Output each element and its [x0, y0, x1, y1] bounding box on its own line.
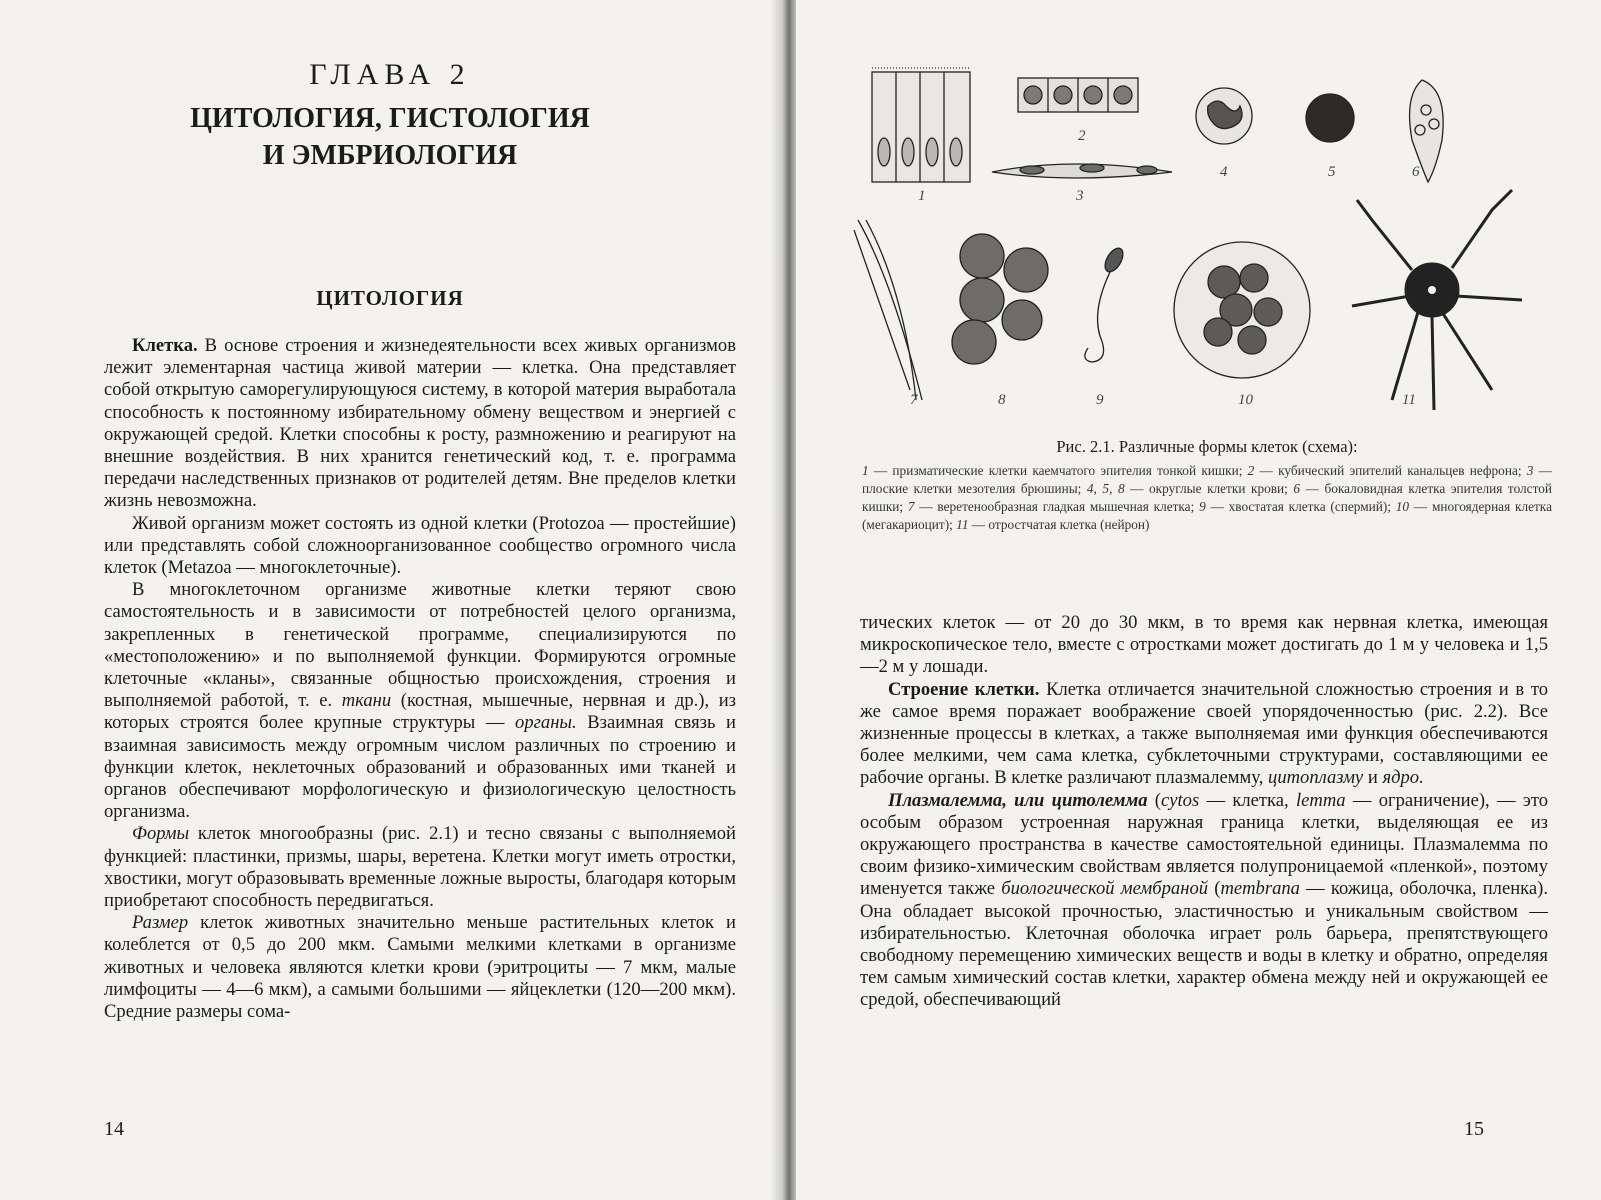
legend-key: 3: [1526, 463, 1534, 478]
legend-key: 9: [1199, 499, 1206, 514]
cell-forms-figure: [852, 60, 1562, 420]
paragraph: [104, 823, 736, 912]
left-page: [0, 0, 780, 1200]
text-run: клеток многообразны (рис. 2.1) и тесно связаны с выполняемой функцией: пластинки, призмы, шары, веретена. Клетки могут иметь отростки, хвостики, могут образовывать временные ложные выросты, благодаря которым приобретают способность передвигаться.: [104, 823, 736, 912]
right-page: [796, 0, 1601, 1200]
term-italic: cytos: [1160, 789, 1200, 811]
cell-illustration-2: [1018, 78, 1138, 112]
text-run: В многоклеточном организме животные клетки теряют свою самостоятельность и в зависимости от потребностей целого организма, закрепленных в генетической программе, специализируются по «местоположению» и по выполняемой функции. Формируются огромные клеточные «кланы», связанные общностью происхождения, строения и выполняемой работой, т. е.: [104, 579, 736, 712]
term-bold-italic: Плазмалемма, или цитолемма: [888, 789, 1148, 811]
term-italic: органы.: [515, 712, 577, 734]
figure-label: 4: [1220, 164, 1228, 180]
cell-illustration-7: [854, 220, 922, 400]
term-italic: Размер: [132, 912, 189, 934]
cell-illustration-3: [992, 164, 1172, 178]
term-italic: Формы: [132, 823, 190, 845]
legend-text: — отростчатая клетка (нейрон): [968, 517, 1150, 532]
text-run: (: [1147, 789, 1161, 811]
section-title: ЦИТОЛОГИЯ: [316, 286, 464, 310]
paragraph: [860, 679, 1548, 790]
chapter-title: [0, 100, 780, 174]
figure-label: 11: [1402, 392, 1416, 408]
page-number: 14: [104, 1118, 124, 1140]
term-italic: ткани: [341, 690, 392, 712]
paragraph: [104, 579, 736, 823]
text-run: — кожица, оболочка, пленка). Она обладает высокой прочностью, эластичностью и уникальным свойством — избирательностью. Клеточная оболочка играет роль барьера, препятствующего свободному перемещению химических веществ и воды в клетку и обратно, определяя тем самым химический состав клетки, характер обмена между ней и окружающей ее средой, обеспечивающий: [860, 878, 1549, 1011]
text-run: клеток животных значительно меньше растительных клеток и колеблется от 0,5 до 200 мкм. Самыми мелкими клетками в организме животных и человека являются клетки крови (эритроциты — 7 мкм, малые лимфоциты — 4—6 мкм), а самыми большими — яйцеклетки (120—200 мкм). Средние размеры сома-: [104, 912, 736, 1023]
paragraph: [104, 513, 736, 580]
text-run: Взаимная связь и взаимная зависимость между огромным числом различных по строению и функции клеток, неклеточных образований и образованных ими тканей и органов обеспечивают морфологическую и физиологическую целостность организма.: [104, 712, 736, 823]
legend-key: 7: [907, 499, 915, 514]
legend-text: — кубический эпителий канальцев нефрона;: [1254, 463, 1527, 478]
figure-label: 7: [910, 392, 918, 408]
figure-label: 10: [1238, 392, 1253, 408]
cell-illustration-8: [952, 234, 1048, 364]
cell-illustration-1: [872, 68, 970, 182]
legend-text: — веретенообразная гладкая мышечная клетка;: [914, 499, 1200, 514]
term-bold: Строение клетки.: [888, 678, 1040, 700]
paragraph: [104, 335, 736, 513]
text-run: (костная, мышечные, нервная и др.), из которых строятся более крупные структуры —: [104, 690, 736, 734]
cell-illustration-9: [1085, 245, 1127, 362]
chapter-title-line1: ЦИТОЛОГИЯ, ГИСТОЛОГИЯ: [190, 103, 590, 134]
figure-label: 9: [1096, 392, 1104, 408]
legend-text: — бокаловидная клетка эпителия толстой кишки;: [862, 481, 1552, 514]
legend-key: 1: [862, 463, 869, 478]
legend-text: — хвостатая клетка (спермий);: [1205, 499, 1396, 514]
left-body-text: [104, 335, 736, 1023]
text-run: — ограничение), — это особым образом устроенная наружная граница клетки, выделяющая ее из окружающего пространства в качестве самостоятельной единицы. Плазмалемма по своим физико-химическим свойствам является полупроницаемой «пленкой», поэтому именуется также: [860, 789, 1548, 900]
legend-key: 2: [1247, 463, 1255, 478]
term-italic: биологической мембраной: [1001, 878, 1209, 900]
term-bold: Клетка.: [132, 335, 198, 356]
text-run: — клетка,: [1199, 789, 1296, 811]
legend-key: 10: [1395, 499, 1410, 514]
text-run: тических клеток — от 20 до 30 мкм, в то время как нервная клетка, имеющая микроскопическое тело, вместе с отростками может достигать до 1 м у человека и 1,5—2 м у лошади.: [860, 612, 1548, 678]
right-body-text: [860, 612, 1548, 1012]
legend-key: 6: [1293, 481, 1301, 496]
text-run: Живой организм может состоять из одной клетки (Protozoa — простейшие) или представлять собой сложноорганизованное сообщество огромного числа клеток (Metazoa — многоклеточные).: [104, 512, 736, 579]
figure-label: 6: [1412, 164, 1420, 180]
term-italic: цитоплазму: [1268, 767, 1364, 789]
term-italic: membrana: [1220, 878, 1300, 900]
text-run: В основе строения и жизнедеятельности всех живых организмов лежит элементарная частица живой материи — клетка. Она представляет собой открытую саморегулирующуюся систему, в которой материя выработала способность к постоянному избирательному обмену веществом и энергией с окружающей средой. Клетки способны к росту, размножению и реагируют на внешние воздействия. В них хранится генетический код, т. е. программа передачи наследственных признаков от родителей детям. Вне пределов клетки жизнь невозможна.: [104, 335, 736, 512]
figure-label: 8: [998, 392, 1006, 408]
cell-illustration-4: [1196, 88, 1252, 144]
paragraph: [860, 790, 1548, 1012]
page-number: 15: [1464, 1118, 1484, 1140]
legend-key: 11: [956, 517, 969, 532]
cell-illustration-11: [1352, 190, 1522, 410]
cell-illustration-10: [1174, 242, 1310, 378]
figure-label: 3: [1076, 188, 1084, 204]
term-italic: lemma: [1295, 789, 1346, 811]
figure-label: 5: [1328, 164, 1336, 180]
figure-caption: Рис. 2.1. Различные формы клеток (схема):: [1056, 437, 1358, 456]
paragraph: [104, 912, 736, 1023]
text-run: Клетка отличается значительной сложностью строения и в то же самое время поражает воображение своей упорядоченностью (рис. 2.2). Все жизненные процессы в клетках, а также выполняемая ими функция обеспечиваются более мелкими, чем сама клетка, субклеточными структурами, составляющими ее рабочие органы. В клетке различают плазмалемму,: [860, 678, 1548, 789]
figure-legend: [862, 462, 1552, 534]
text-run: и: [1363, 767, 1383, 789]
legend-text: — призматические клетки каемчатого эпителия тонкой кишки;: [868, 463, 1248, 478]
legend-text: — плоские клетки мезотелия брюшины;: [862, 463, 1552, 496]
term-italic: ядро.: [1382, 767, 1424, 789]
chapter-title-line2: И ЭМБРИОЛОГИЯ: [262, 140, 518, 171]
paragraph: [860, 612, 1548, 679]
figure-label: 1: [918, 188, 926, 204]
cell-illustration-5: [1306, 94, 1354, 142]
figure-label: 2: [1078, 128, 1086, 144]
legend-key: 4, 5, 8: [1086, 481, 1125, 496]
text-run: (: [1208, 878, 1221, 900]
legend-text: — многоядерная клетка (мегакариоцит);: [862, 499, 1552, 532]
chapter-number: ГЛАВА 2: [309, 58, 471, 91]
legend-text: — округлые клетки крови;: [1124, 481, 1294, 496]
